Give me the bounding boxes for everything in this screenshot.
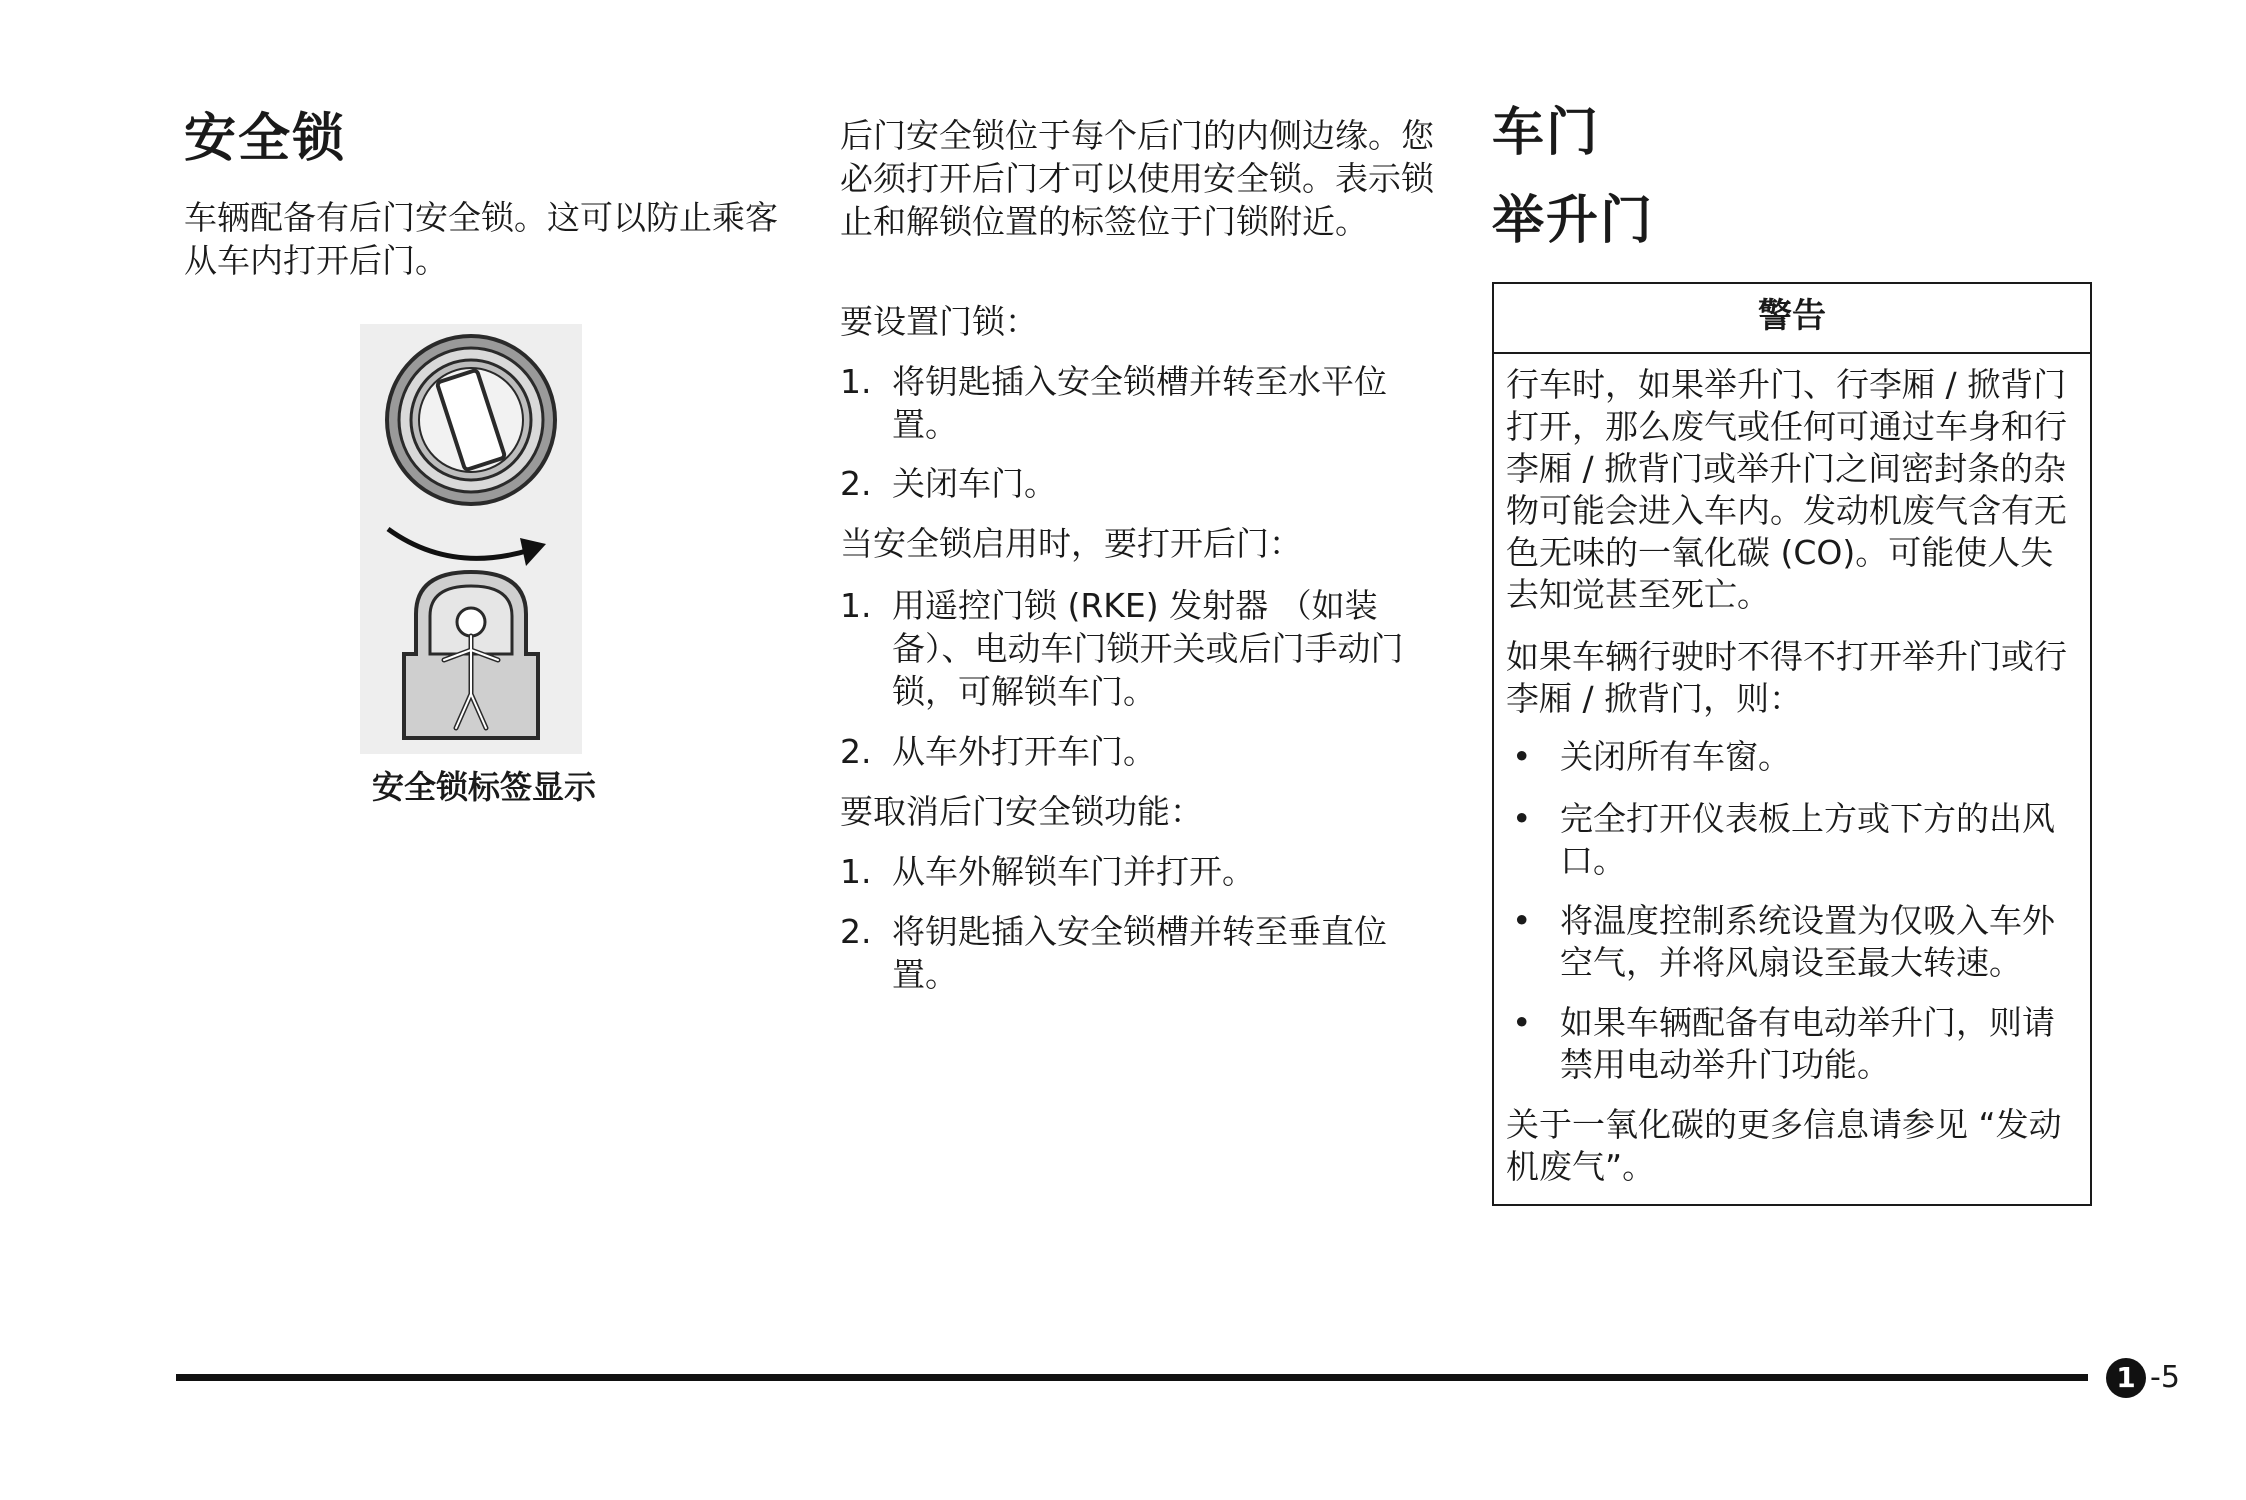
section-title-liftgate: 举升门 — [1492, 191, 1655, 251]
list-text: 关闭车门。 — [892, 464, 1057, 503]
list-item — [840, 462, 1450, 505]
list-item — [1506, 900, 2080, 984]
warning-paragraph: 行车时，如果举升门、行李厢 / 掀背门打开，那么废气或任何可通过车身和行李厢 / 掀背门或举升门之间密封条的杂物可能会进入车内。发动机废气含有无色无味的一氧化碳 (CO)。可能使人失去知觉甚至死亡。 — [1506, 365, 2067, 614]
chapter-badge: 1 — [2106, 1358, 2146, 1398]
list-text: 用遥控门锁 (RKE) 发射器 （如装备）、电动车门锁开关或后门手动门锁，可解锁车门。 — [892, 586, 1404, 711]
list-text: 关闭所有车窗。 — [1560, 737, 1791, 776]
list-item — [840, 360, 1450, 446]
child-lock-label-figure — [360, 324, 582, 754]
cancel-lock-heading: 要取消后门安全锁功能： — [840, 792, 1203, 831]
warning-paragraph: 如果车辆行驶时不得不打开举升门或行李厢 / 掀背门，则： — [1506, 637, 2067, 718]
list-item — [840, 584, 1450, 713]
section-title-child-lock: 安全锁 — [184, 109, 347, 169]
open-door-heading: 当安全锁启用时，要打开后门： — [840, 524, 1302, 563]
warning-heading: 警告 — [1494, 284, 2090, 354]
list-number: 1. — [840, 852, 872, 891]
list-item — [840, 850, 1450, 893]
child-lock-icon — [404, 572, 538, 738]
lock-dial-icon — [387, 336, 555, 504]
list-text: 从车外打开车门。 — [892, 732, 1156, 771]
location-paragraph: 后门安全锁位于每个后门的内侧边缘。您必须打开后门才可以使用安全锁。表示锁止和解锁位置的标签位于门锁附近。 — [840, 116, 1434, 241]
list-text: 将钥匙插入安全锁槽并转至垂直位置。 — [892, 912, 1387, 994]
list-number: 1. — [840, 362, 872, 401]
warning-paragraph: 关于一氧化碳的更多信息请参见 “发动机废气”。 — [1506, 1105, 2062, 1186]
list-number: 1. — [840, 586, 872, 625]
list-text: 如果车辆配备有电动举升门，则请禁用电动举升门功能。 — [1560, 1003, 2055, 1084]
list-number: 2. — [840, 912, 872, 951]
warning-box — [1492, 282, 2092, 1206]
footer-rule — [176, 1374, 2088, 1381]
figure-caption: 安全锁标签显示 — [371, 768, 596, 806]
bullet-icon: • — [1512, 737, 1532, 776]
list-item — [840, 730, 1450, 773]
bullet-icon: • — [1512, 901, 1532, 940]
bullet-icon: • — [1512, 799, 1532, 838]
list-item — [1506, 1002, 2080, 1086]
list-item — [840, 910, 1450, 996]
list-text: 从车外解锁车门并打开。 — [892, 852, 1255, 891]
list-text: 将温度控制系统设置为仅吸入车外空气，并将风扇设至最大转速。 — [1560, 901, 2055, 982]
bullet-icon: • — [1512, 1003, 1532, 1042]
section-title-doors: 车门 — [1492, 103, 1601, 163]
list-number: 2. — [840, 732, 872, 771]
curved-arrow-icon — [388, 529, 546, 566]
page-number: -5 — [2150, 1360, 2180, 1395]
list-item — [1506, 736, 2080, 778]
list-text: 完全打开仪表板上方或下方的出风口。 — [1560, 799, 2055, 880]
list-text: 将钥匙插入安全锁槽并转至水平位置。 — [892, 362, 1387, 444]
child-lock-illustration — [360, 324, 582, 754]
set-lock-heading: 要设置门锁： — [840, 302, 1038, 341]
intro-paragraph: 车辆配备有后门安全锁。这可以防止乘客从车内打开后门。 — [184, 198, 778, 280]
list-number: 2. — [840, 464, 872, 503]
list-item — [1506, 798, 2080, 882]
